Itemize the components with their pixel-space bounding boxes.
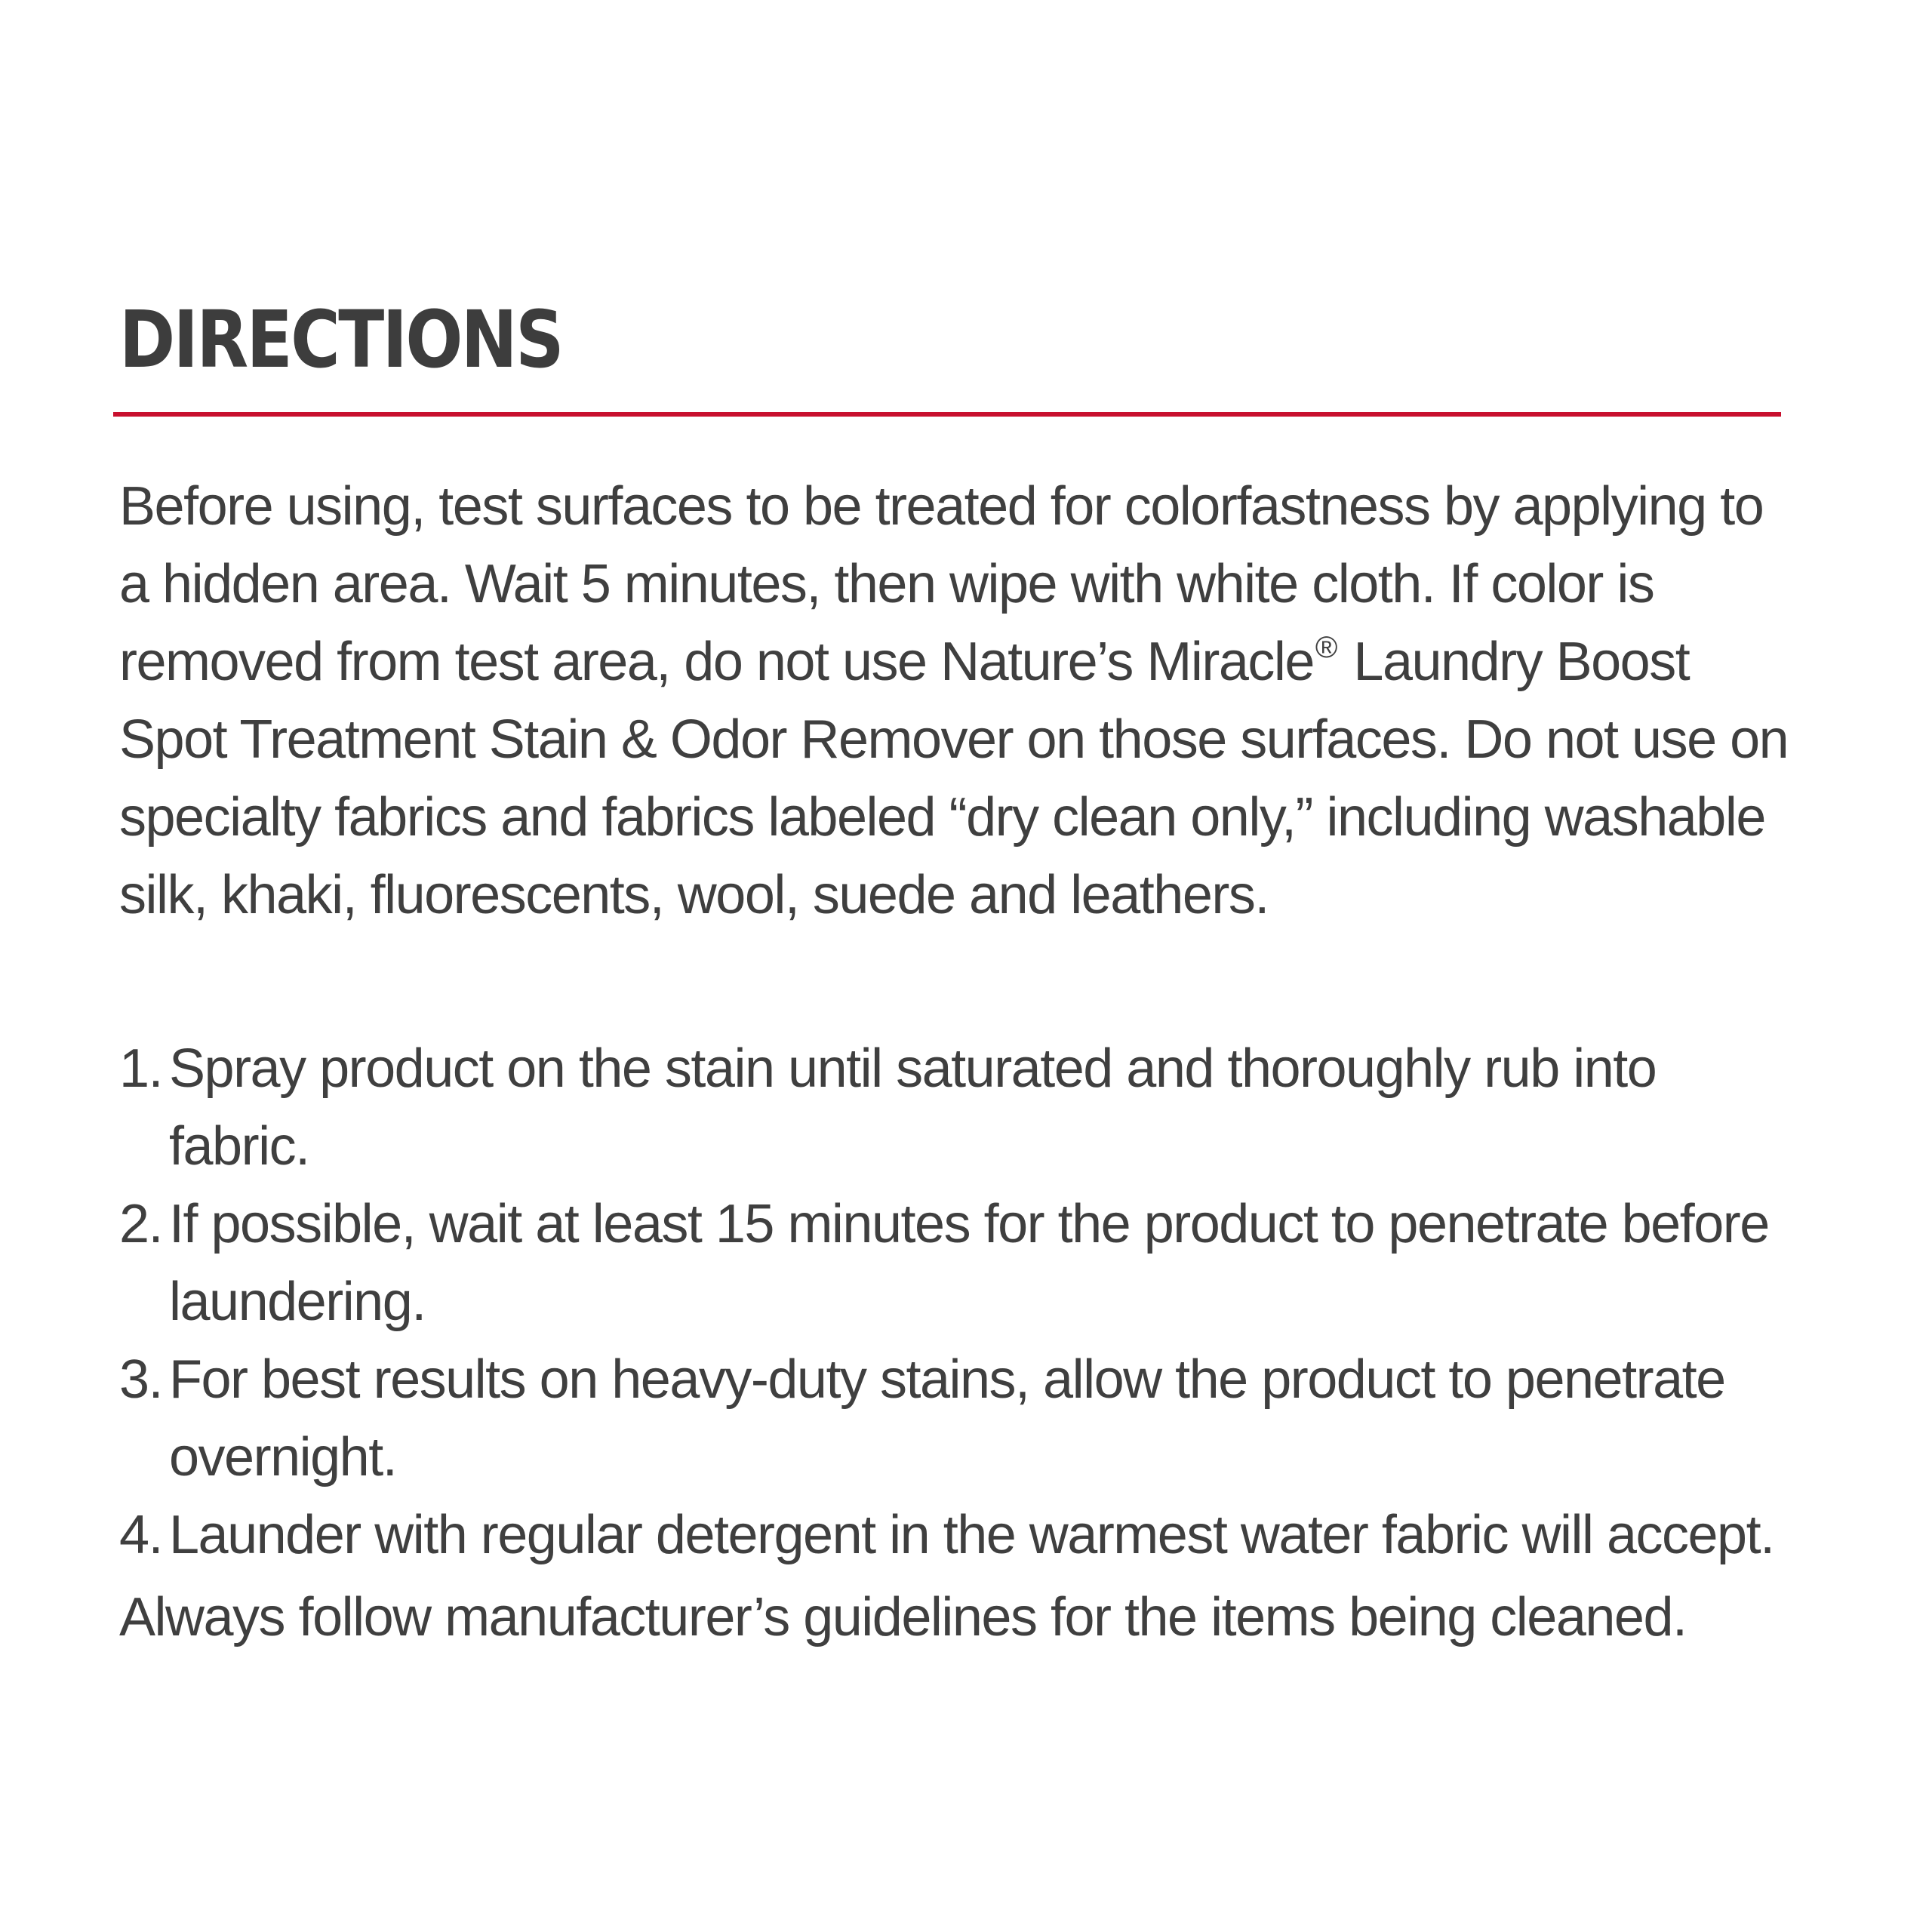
step-number: 4. (119, 1505, 163, 1565)
footer-note: Always follow manufacturer’s guidelines for the items being cleaned. (119, 1587, 1687, 1647)
intro-paragraph (119, 468, 1802, 934)
step-text: If possible, wait at least 15 minutes for the product to penetrate before laundering. (169, 1194, 1769, 1332)
step-number: 1. (119, 1038, 163, 1099)
step-item-4 (119, 1497, 1802, 1574)
step-number: 3. (119, 1349, 163, 1410)
intro-text-part2: Laundry Boost Spot Treatment Stain & Odor Remover on those surfaces. Do not use on specialty fabrics and fabrics labeled “dry clean only,” including washable silk, khaki, fluorescents, wool, suede and leathers. (119, 632, 1789, 925)
step-text: Launder with regular detergent in the warmest water fabric will accept. (169, 1505, 1774, 1565)
step-item-2 (119, 1186, 1802, 1341)
step-text: Spray product on the stain until saturated and thoroughly rub into fabric. (169, 1038, 1657, 1177)
step-item-3 (119, 1341, 1802, 1497)
step-text: For best results on heavy-duty stains, allow the product to penetrate overnight. (169, 1349, 1725, 1487)
directions-steps-list (119, 1030, 1802, 1574)
step-item-1 (119, 1030, 1802, 1186)
intro-text-part1: Before using, test surfaces to be treated for colorfastness by applying to a hidden area. Wait 5 minutes, then wipe with white cloth. If color is removed from test area, do not use Nature’s Miracle (119, 476, 1764, 692)
page-title: DIRECTIONS (119, 294, 562, 386)
heading-divider (113, 412, 1781, 417)
registered-trademark-mark: ® (1315, 631, 1337, 664)
step-number: 2. (119, 1194, 163, 1254)
